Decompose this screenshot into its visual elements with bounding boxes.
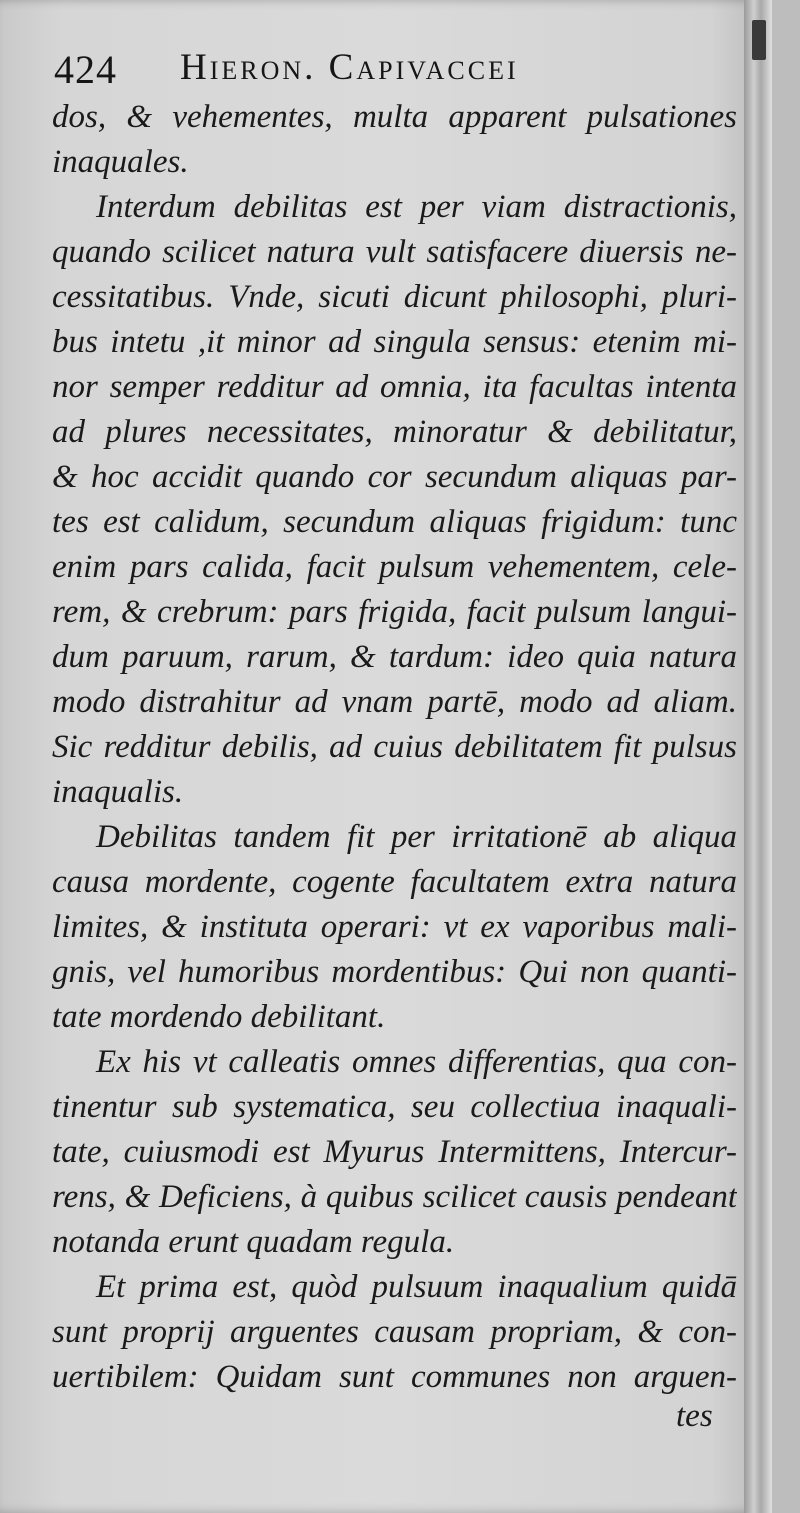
text-line: notanda erunt quadam regula. xyxy=(52,1224,455,1260)
text-line: tes est calidum, secundum aliquas frigidum: tunc xyxy=(52,504,737,540)
body-text xyxy=(52,95,737,1400)
text-line: inaquales. xyxy=(52,144,189,180)
page-edge xyxy=(744,0,772,1513)
running-title: Hieron. Capivaccei xyxy=(180,47,519,88)
edge-mark xyxy=(752,20,766,60)
text-line: dum paruum, rarum, & tardum: ideo quia natura xyxy=(52,639,737,675)
text-line: Et prima est, quòd pulsuum inaqualium quidā xyxy=(96,1269,737,1305)
text-line: & hoc accidit quando cor secundum aliquas par- xyxy=(52,459,737,495)
catchword: tes xyxy=(676,1398,713,1434)
text-line: sunt proprij arguentes causam propriam, & con- xyxy=(52,1314,737,1350)
text-line: rens, & Deficiens, à quibus scilicet causis pendeant xyxy=(52,1179,737,1215)
text-line: rem, & crebrum: pars frigida, facit pulsum langui- xyxy=(52,594,737,630)
text-line: tate mordendo debilitant. xyxy=(52,999,386,1035)
text-line: dos, & vehementes, multa apparent pulsationes xyxy=(52,99,737,135)
text-line: limites, & instituta operari: vt ex vaporibus mali- xyxy=(52,909,737,945)
text-line: Debilitas tandem fit per irritationē ab aliqua xyxy=(96,819,737,855)
page-number: 424 xyxy=(54,47,117,92)
text-line: cessitatibus. Vnde, sicuti dicunt philosophi, pluri- xyxy=(52,279,737,315)
text-line: inaqualis. xyxy=(52,774,184,810)
text-line: modo distrahitur ad vnam partē, modo ad aliam. xyxy=(52,684,737,720)
text-line: bus intetu ,it minor ad singula sensus: etenim mi- xyxy=(52,324,737,360)
running-head xyxy=(54,44,734,94)
text-line: enim pars calida, facit pulsum vehementem, cele- xyxy=(52,549,737,585)
text-line: gnis, vel humoribus mordentibus: Qui non quanti- xyxy=(52,954,737,990)
text-line: quando scilicet natura vult satisfacere diuersis ne- xyxy=(52,234,737,270)
text-line: uertibilem: Quidam sunt communes non arguen- xyxy=(52,1359,737,1395)
text-line: Interdum debilitas est per viam distractionis, xyxy=(96,189,737,225)
text-line: nor semper redditur ad omnia, ita facultas intenta xyxy=(52,369,737,405)
text-line: causa mordente, cogente facultatem extra natura xyxy=(52,864,737,900)
text-line: Ex his vt calleatis omnes differentias, qua con- xyxy=(96,1044,737,1080)
text-line: tate, cuiusmodi est Myurus Intermittens, Intercur- xyxy=(52,1134,737,1170)
text-line: Sic redditur debilis, ad cuius debilitatem fit pulsus xyxy=(52,729,737,765)
text-line: ad plures necessitates, minoratur & debilitatur, xyxy=(52,414,737,450)
text-line: tinentur sub systematica, seu collectiua inaquali- xyxy=(52,1089,737,1125)
